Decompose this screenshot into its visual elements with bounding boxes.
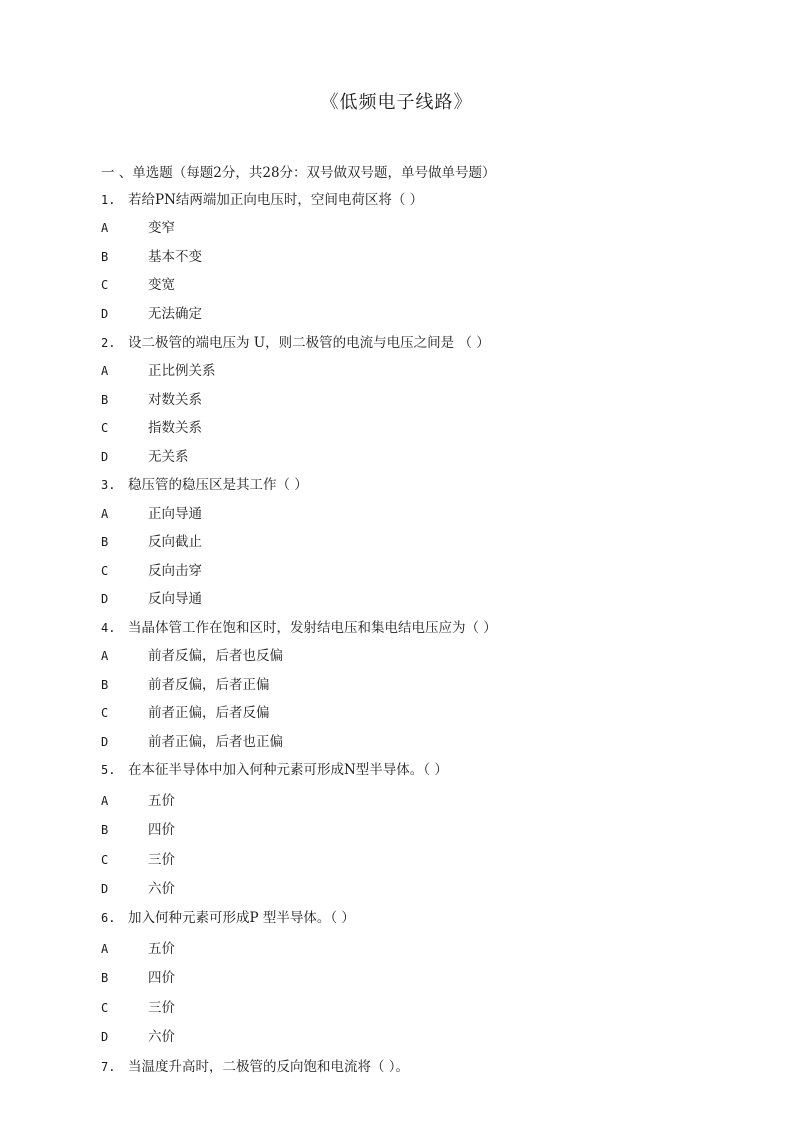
option-letter: B <box>101 678 109 692</box>
option-letter: C <box>101 706 109 720</box>
option <box>101 646 283 666</box>
option <box>101 820 175 840</box>
option <box>101 589 202 609</box>
question <box>101 618 497 638</box>
option-text: 五价 <box>148 793 175 809</box>
option <box>101 218 175 238</box>
option-text: 前者反偏，后者也反偏 <box>148 648 283 664</box>
question-text: 若给PN结两端加正向电压时，空间电荷区将（ ） <box>128 192 424 208</box>
option-letter: C <box>101 564 109 578</box>
option-letter: A <box>101 649 109 663</box>
question-text: 当温度升高时，二极管的反向饱和电流将（ ）。 <box>128 1059 410 1075</box>
option <box>101 361 216 381</box>
option-text: 反向截止 <box>148 534 202 550</box>
question-text: 稳压管的稳压区是其工作（ ） <box>128 477 308 493</box>
question-number: 3. <box>101 478 116 492</box>
option-text: 三价 <box>148 852 175 868</box>
question <box>101 908 355 928</box>
option-text: 正向导通 <box>148 506 202 522</box>
option <box>101 703 270 723</box>
question <box>101 333 490 353</box>
option-letter: C <box>101 421 109 435</box>
option-letter: D <box>101 735 109 749</box>
question-number: 7. <box>101 1060 116 1074</box>
option-letter: A <box>101 794 109 808</box>
option <box>101 791 175 811</box>
option-letter: B <box>101 823 109 837</box>
option-text: 基本不变 <box>148 249 202 265</box>
option <box>101 998 175 1018</box>
option <box>101 850 175 870</box>
option-letter: D <box>101 450 109 464</box>
section-heading: 一 、单选题（每题2分，共28分：双号做双号题，单号做单号题） <box>101 165 496 181</box>
option-letter: C <box>101 278 109 292</box>
option <box>101 675 270 695</box>
question-text: 当晶体管工作在饱和区时，发射结电压和集电结电压应为（ ） <box>128 620 497 636</box>
question-number: 6. <box>101 911 116 925</box>
question <box>101 760 448 780</box>
question-number: 2. <box>101 336 116 350</box>
option <box>101 247 202 267</box>
option-letter: B <box>101 250 109 264</box>
option <box>101 275 175 295</box>
option <box>101 532 202 552</box>
question <box>101 1057 409 1077</box>
option-text: 变窄 <box>148 220 175 236</box>
option <box>101 1027 175 1047</box>
option-text: 无关系 <box>148 449 189 465</box>
option-text: 六价 <box>148 1029 175 1045</box>
option-text: 反向导通 <box>148 591 202 607</box>
option-text: 无法确定 <box>148 306 202 322</box>
option <box>101 968 175 988</box>
option-letter: A <box>101 942 109 956</box>
option-letter: A <box>101 364 109 378</box>
option <box>101 732 283 752</box>
question-number: 5. <box>101 763 116 777</box>
question-number: 4. <box>101 621 116 635</box>
option-text: 四价 <box>148 970 175 986</box>
option-text: 变宽 <box>148 277 175 293</box>
option <box>101 879 175 899</box>
question <box>101 475 308 495</box>
option-text: 正比例关系 <box>148 363 216 379</box>
option-text: 对数关系 <box>148 392 202 408</box>
option-letter: A <box>101 507 109 521</box>
page-title: 《低频电子线路》 <box>320 92 473 113</box>
option-text: 六价 <box>148 881 175 897</box>
option-text: 前者反偏，后者正偏 <box>148 677 270 693</box>
question-text: 设二极管的端电压为 U，则二极管的电流与电压之间是 （ ） <box>128 335 490 351</box>
option-text: 四价 <box>148 822 175 838</box>
question-text: 加入何种元素可形成P 型半导体。（ ） <box>128 910 355 926</box>
option-letter: B <box>101 535 109 549</box>
question <box>101 190 423 210</box>
option-letter: D <box>101 592 109 606</box>
option <box>101 447 189 467</box>
option-letter: D <box>101 1030 109 1044</box>
option-letter: B <box>101 393 109 407</box>
option-text: 反向击穿 <box>148 563 202 579</box>
option <box>101 939 175 959</box>
option-letter: D <box>101 882 109 896</box>
option-letter: B <box>101 971 109 985</box>
option <box>101 561 202 581</box>
option-text: 前者正偏，后者反偏 <box>148 705 270 721</box>
option-letter: C <box>101 853 109 867</box>
option-text: 三价 <box>148 1000 175 1016</box>
question-text: 在本征半导体中加入何种元素可形成N型半导体。（ ） <box>128 762 448 778</box>
question-number: 1. <box>101 193 116 207</box>
option-letter: A <box>101 221 109 235</box>
option-text: 五价 <box>148 941 175 957</box>
option-text: 前者正偏，后者也正偏 <box>148 734 283 750</box>
option <box>101 390 202 410</box>
option-text: 指数关系 <box>148 420 202 436</box>
option <box>101 418 202 438</box>
option-letter: D <box>101 307 109 321</box>
option <box>101 504 202 524</box>
option-letter: C <box>101 1001 109 1015</box>
option <box>101 304 202 324</box>
